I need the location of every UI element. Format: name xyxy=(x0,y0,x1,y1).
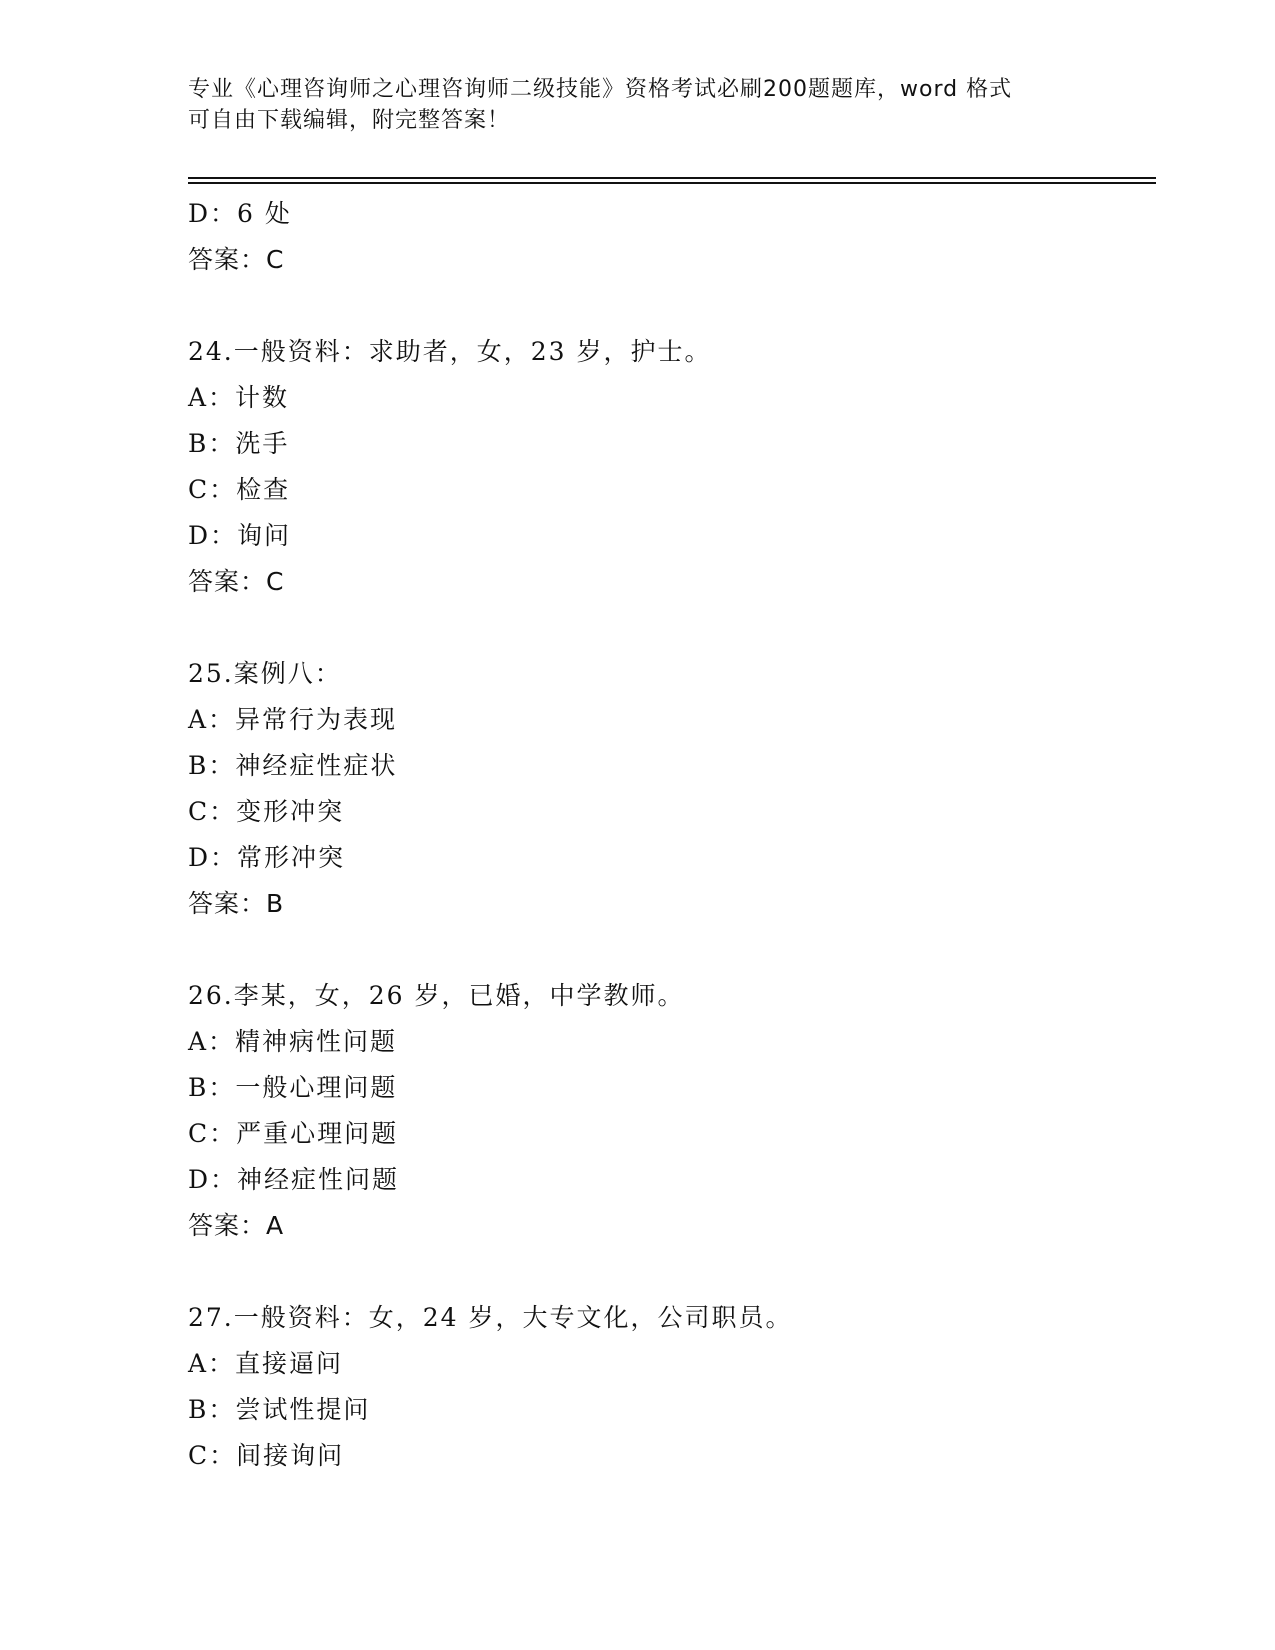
spacer xyxy=(188,605,1128,651)
option-line: D：询问 xyxy=(188,521,292,550)
question-stem: 24.一般资料：求助者，女，23 岁，护士。 xyxy=(188,337,712,366)
option-line: A：精神病性问题 xyxy=(188,1027,398,1056)
spacer xyxy=(188,1249,1128,1295)
option-line: B：神经症性症状 xyxy=(188,751,398,780)
answer-line: 答案：C xyxy=(188,567,285,596)
option-line: A：计数 xyxy=(188,383,290,412)
option-line: C：检查 xyxy=(188,475,291,504)
header-line-1: 专业《心理咨询师之心理咨询师二级技能》资格考试必刷200题题库，word 格式 xyxy=(188,77,1013,102)
option-line: B：尝试性提问 xyxy=(188,1395,371,1424)
option-line: A：异常行为表现 xyxy=(188,705,398,734)
header-line-2: 可自由下载编辑，附完整答案！ xyxy=(188,108,511,133)
answer-line: 答案：C xyxy=(188,245,285,274)
question-stem: 26.李某，女，26 岁，已婚，中学教师。 xyxy=(188,981,685,1010)
question-stem: 27.一般资料：女，24 岁，大专文化，公司职员。 xyxy=(188,1303,793,1332)
option-line: D：6 处 xyxy=(188,199,292,228)
spacer xyxy=(188,927,1128,973)
spacer xyxy=(188,283,1128,329)
document-header xyxy=(188,74,1088,136)
answer-line: 答案：A xyxy=(188,1211,285,1240)
header-divider-top xyxy=(188,177,1156,179)
option-line: C：严重心理问题 xyxy=(188,1119,399,1148)
header-divider-bottom xyxy=(188,182,1156,184)
question-list xyxy=(188,191,1128,1479)
option-line: C：变形冲突 xyxy=(188,797,345,826)
option-line: D：常形冲突 xyxy=(188,843,346,872)
question-stem: 25.案例八： xyxy=(188,659,342,688)
option-line: B：一般心理问题 xyxy=(188,1073,398,1102)
option-line: A：直接逼问 xyxy=(188,1349,344,1378)
option-line: B：洗手 xyxy=(188,429,290,458)
answer-line: 答案：B xyxy=(188,889,285,918)
option-line: D：神经症性问题 xyxy=(188,1165,400,1194)
option-line: C：间接询问 xyxy=(188,1441,345,1470)
